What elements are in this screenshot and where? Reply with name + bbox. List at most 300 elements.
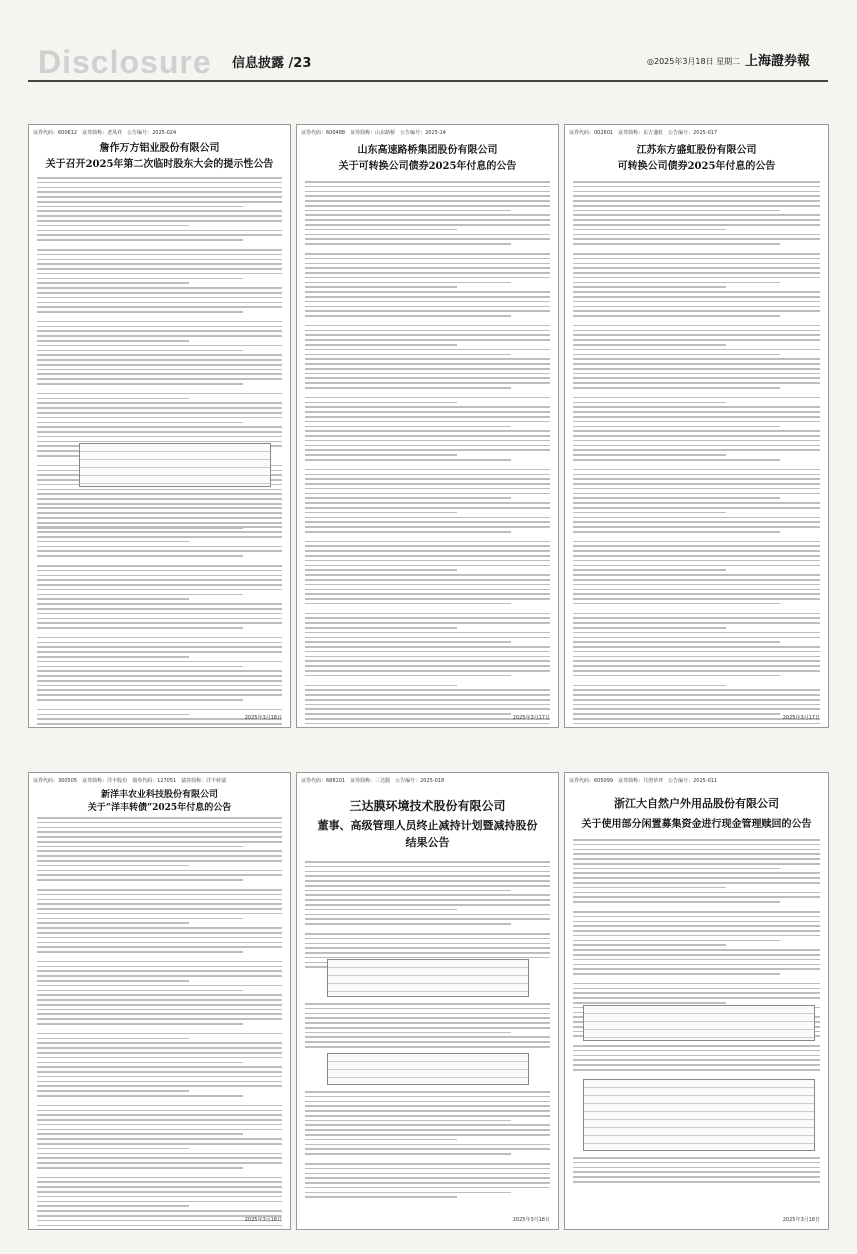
text-line [37, 350, 243, 352]
text-line [305, 637, 550, 639]
notice-table [327, 959, 529, 997]
text-line [305, 699, 550, 701]
text-line [305, 685, 457, 687]
text-line [573, 368, 820, 370]
text-line [305, 627, 457, 629]
notice-company: 三达膜环境技术股份有限公司 [349, 799, 506, 813]
text-line [37, 966, 282, 968]
text-line [37, 302, 282, 304]
text-line [305, 952, 550, 954]
text-line [305, 899, 550, 901]
text-line [37, 340, 189, 342]
text-line [573, 253, 820, 255]
text-line [305, 871, 550, 873]
text-line [305, 435, 550, 437]
text-line [37, 1191, 282, 1193]
text-line [37, 961, 282, 963]
notice-signoff: 2025年3月18日 [244, 715, 282, 721]
notice-meta: 证券代码：600612 证券简称：老凤祥 公告编号：2025-024 [33, 130, 177, 136]
text-line [305, 708, 550, 710]
text-line [573, 637, 820, 639]
text-line [305, 440, 550, 442]
text-line [305, 894, 550, 896]
text-line [573, 694, 820, 696]
text-line [305, 421, 550, 423]
text-line [573, 200, 820, 202]
text-line [305, 272, 550, 274]
text-line [37, 278, 243, 280]
text-line [305, 641, 511, 643]
text-line [37, 282, 189, 284]
text-line [37, 855, 282, 857]
text-line [573, 358, 820, 360]
text-line [573, 964, 820, 966]
text-line [573, 531, 780, 533]
text-line [37, 932, 282, 934]
text-line [305, 195, 550, 197]
text-line [37, 618, 282, 620]
text-line [37, 345, 282, 347]
text-line [573, 296, 820, 298]
text-line [37, 699, 243, 701]
text-line [305, 574, 550, 576]
text-line [573, 1181, 820, 1183]
text-line [573, 675, 780, 677]
section-label: 信息披露 /23 [232, 56, 312, 71]
text-line [305, 1027, 550, 1029]
text-line [573, 992, 820, 994]
text-line [305, 890, 511, 892]
notice-body [305, 181, 550, 728]
notice-5 [296, 772, 559, 1230]
text-line [305, 603, 511, 605]
text-line [37, 714, 189, 716]
text-line [37, 1105, 282, 1107]
text-line [37, 321, 282, 323]
text-line [305, 1003, 550, 1005]
text-line [305, 310, 550, 312]
text-line [305, 593, 550, 595]
text-line [573, 935, 820, 937]
text-line [573, 224, 820, 226]
text-line [305, 521, 550, 523]
text-line [37, 570, 282, 572]
text-line [573, 579, 820, 581]
text-line [305, 875, 550, 877]
text-line [305, 579, 550, 581]
text-line [37, 874, 282, 876]
text-line [305, 1008, 550, 1010]
notice-6 [564, 772, 829, 1230]
text-line [37, 1042, 282, 1044]
text-line [573, 863, 820, 865]
text-line [37, 210, 282, 212]
text-line [37, 239, 243, 241]
text-line [37, 817, 282, 819]
text-line [305, 1196, 457, 1198]
text-line [305, 258, 550, 260]
text-line [305, 469, 550, 471]
text-line [573, 1162, 820, 1164]
notice-body-2 [305, 1003, 550, 1051]
text-line [573, 622, 820, 624]
text-line [305, 904, 550, 906]
text-line [305, 584, 550, 586]
text-line [305, 291, 550, 293]
text-line [37, 994, 282, 996]
text-line [37, 990, 243, 992]
text-line [37, 1181, 282, 1183]
text-line [37, 1110, 282, 1112]
text-line [573, 195, 820, 197]
text-line [305, 277, 550, 279]
text-line [37, 489, 282, 491]
text-line [305, 238, 550, 240]
text-line [305, 301, 550, 303]
text-line [305, 665, 550, 667]
notice-company: 新洋丰农业科技股份有限公司 [100, 790, 218, 800]
text-line [37, 1225, 282, 1227]
text-line [573, 613, 820, 615]
text-line [305, 214, 550, 216]
text-line [305, 1129, 550, 1131]
text-line [37, 1229, 282, 1230]
text-line [305, 354, 511, 356]
text-line [37, 1066, 282, 1068]
text-line [573, 593, 820, 595]
text-line [305, 656, 550, 658]
notice-body [305, 861, 550, 971]
text-line [37, 383, 243, 385]
text-line [37, 846, 243, 848]
text-line [37, 206, 243, 208]
text-line [573, 689, 820, 691]
text-line [37, 249, 282, 251]
text-line [573, 911, 820, 913]
text-line [573, 478, 820, 480]
text-line [305, 1013, 550, 1015]
text-line [573, 569, 726, 571]
text-line [305, 1036, 550, 1038]
text-line [305, 1096, 550, 1098]
text-line [37, 836, 282, 838]
text-line [305, 229, 457, 231]
text-line [573, 541, 820, 543]
text-line [305, 660, 550, 662]
notice-meta: 证券代码：300505 证券简称：洋丰股份 债券代码：127051 债券简称：洋丰转债 [33, 778, 227, 784]
text-line [573, 949, 820, 951]
text-line [37, 594, 243, 596]
text-line [37, 927, 282, 929]
text-line [37, 431, 282, 433]
notice-company: 山东高速路桥集团股份有限公司 [357, 145, 498, 156]
text-line [573, 277, 820, 279]
text-line [305, 296, 550, 298]
text-line [573, 603, 780, 605]
text-line [37, 354, 282, 356]
text-line [573, 930, 820, 932]
text-line [573, 574, 820, 576]
text-line [305, 598, 550, 600]
text-line [573, 882, 820, 884]
text-line [305, 947, 550, 949]
text-line [573, 858, 820, 860]
notice-title: 关于可转换公司债券2025年付息的公告 [338, 161, 517, 172]
text-line [37, 1033, 282, 1035]
text-line [37, 412, 282, 414]
text-line [305, 306, 550, 308]
text-line [37, 187, 282, 189]
notice-table-2 [583, 1079, 815, 1151]
text-line [37, 999, 282, 1001]
text-line [37, 680, 282, 682]
text-line [305, 1091, 550, 1093]
text-line [37, 975, 282, 977]
text-line [37, 1167, 243, 1169]
text-line [37, 642, 282, 644]
issue-date: ◎2025年3月18日 星期二 [647, 57, 741, 66]
text-line [37, 613, 282, 615]
text-line [573, 229, 726, 231]
text-line [305, 339, 550, 341]
text-line [37, 417, 282, 419]
text-line [37, 402, 282, 404]
text-line [37, 1177, 282, 1179]
text-line [37, 369, 282, 371]
text-line [37, 268, 282, 270]
text-line [37, 1081, 282, 1083]
text-line [305, 1173, 550, 1175]
text-line [37, 287, 282, 289]
text-line [305, 1046, 550, 1048]
text-line [305, 449, 550, 451]
text-line [573, 853, 820, 855]
text-line [573, 887, 726, 889]
text-line [305, 181, 550, 183]
text-line [573, 1050, 820, 1052]
text-line [573, 445, 820, 447]
text-line [37, 311, 243, 313]
text-line [305, 406, 550, 408]
text-line [37, 364, 282, 366]
text-line [37, 694, 282, 696]
text-line [573, 713, 780, 715]
text-line [37, 378, 282, 380]
text-line [305, 560, 550, 562]
text-line [573, 459, 780, 461]
text-line [37, 1119, 282, 1121]
text-line [305, 377, 550, 379]
notice-body-2 [37, 493, 282, 728]
text-line [573, 449, 820, 451]
text-line [305, 210, 511, 212]
text-line [573, 944, 726, 946]
notice-title: 关于使用部分闲置募集资金进行现金管理赎回的公告 [581, 819, 812, 830]
text-line [305, 565, 550, 567]
text-line [37, 498, 282, 500]
text-line [37, 894, 282, 896]
text-line [37, 373, 282, 375]
text-line [305, 263, 550, 265]
text-line [37, 608, 282, 610]
text-line [573, 282, 780, 284]
text-line [573, 988, 820, 990]
text-line [305, 502, 550, 504]
text-line [573, 435, 820, 437]
text-line [573, 325, 820, 327]
text-line [573, 377, 820, 379]
text-line [573, 474, 820, 476]
text-line [573, 1176, 820, 1178]
text-line [37, 517, 282, 519]
text-line [573, 330, 820, 332]
text-line [37, 254, 282, 256]
text-line [37, 831, 282, 833]
text-line [573, 507, 820, 509]
notice-body [573, 181, 820, 728]
text-line [305, 234, 550, 236]
text-line [305, 368, 550, 370]
text-line [37, 899, 282, 901]
text-line [37, 637, 282, 639]
text-line [305, 387, 511, 389]
text-line [37, 598, 189, 600]
text-line [305, 416, 550, 418]
text-line [573, 402, 726, 404]
text-line [573, 469, 820, 471]
text-line [37, 918, 243, 920]
text-line [37, 627, 243, 629]
text-line [573, 349, 820, 351]
text-line [305, 286, 457, 288]
notice-4 [28, 772, 291, 1230]
text-line [573, 483, 820, 485]
text-line [37, 225, 189, 227]
text-line [305, 569, 457, 571]
text-line [305, 382, 550, 384]
text-line [37, 985, 282, 987]
text-line [305, 555, 550, 557]
text-line [305, 454, 457, 456]
text-line [37, 565, 282, 567]
text-line [305, 282, 511, 284]
text-line [305, 507, 550, 509]
text-line [305, 363, 550, 365]
text-line [305, 1148, 550, 1150]
text-line [37, 230, 282, 232]
text-line [573, 916, 820, 918]
text-line [573, 708, 820, 710]
text-line [37, 177, 282, 179]
text-line [37, 359, 282, 361]
text-line [305, 397, 550, 399]
text-line [305, 315, 511, 317]
text-line [573, 699, 820, 701]
text-line [573, 954, 820, 956]
text-line [37, 860, 282, 862]
text-line [37, 292, 282, 294]
text-line [305, 205, 550, 207]
text-line [305, 1177, 550, 1179]
text-line [573, 983, 820, 985]
notice-signoff: 2025年3月18日 [782, 1217, 820, 1223]
text-line [305, 943, 550, 945]
masthead-rule [28, 80, 828, 82]
text-line [37, 407, 282, 409]
text-line [305, 866, 550, 868]
text-line [305, 704, 550, 706]
text-line [573, 210, 780, 212]
text-line [37, 398, 189, 400]
text-line [573, 868, 780, 870]
text-line [573, 940, 780, 942]
text-line [305, 617, 550, 619]
text-line [37, 685, 282, 687]
text-line [305, 373, 550, 375]
text-line [37, 273, 282, 275]
text-line [573, 258, 820, 260]
text-line [37, 870, 282, 872]
text-line [37, 1013, 282, 1015]
text-line [573, 521, 820, 523]
text-line [573, 526, 820, 528]
text-line [573, 1059, 820, 1061]
text-line [573, 497, 780, 499]
text-line [37, 1138, 282, 1140]
text-line [37, 1038, 189, 1040]
text-line [573, 665, 820, 667]
text-line [37, 1196, 282, 1198]
text-line [37, 1062, 243, 1064]
text-line [305, 550, 550, 552]
text-line [37, 670, 282, 672]
text-line [305, 1139, 457, 1141]
text-line [305, 713, 511, 715]
text-line [37, 201, 282, 203]
text-line [305, 1101, 550, 1103]
text-line [305, 923, 511, 925]
text-line [305, 517, 550, 519]
text-line [305, 1120, 511, 1122]
text-line [37, 675, 282, 677]
text-line [305, 1124, 550, 1126]
text-line [37, 1018, 282, 1020]
text-line [305, 344, 457, 346]
text-line [305, 646, 550, 648]
text-line [305, 1022, 550, 1024]
text-line [37, 666, 243, 668]
text-line [37, 575, 282, 577]
text-line [305, 243, 511, 245]
text-line [305, 589, 550, 591]
text-line [573, 1045, 820, 1047]
text-line [37, 1052, 282, 1054]
text-line [305, 478, 550, 480]
text-line [305, 325, 550, 327]
text-line [573, 632, 820, 634]
text-line [37, 827, 282, 829]
text-line [573, 844, 820, 846]
text-line [305, 1110, 550, 1112]
text-line [37, 436, 282, 438]
notice-meta: 证券代码：605099 证券简称：共创草坪 公告编号：2025-011 [569, 778, 718, 784]
text-line [573, 243, 780, 245]
text-line [305, 541, 550, 543]
text-line [573, 560, 820, 562]
text-line [573, 488, 820, 490]
text-line [37, 622, 282, 624]
text-line [573, 704, 820, 706]
